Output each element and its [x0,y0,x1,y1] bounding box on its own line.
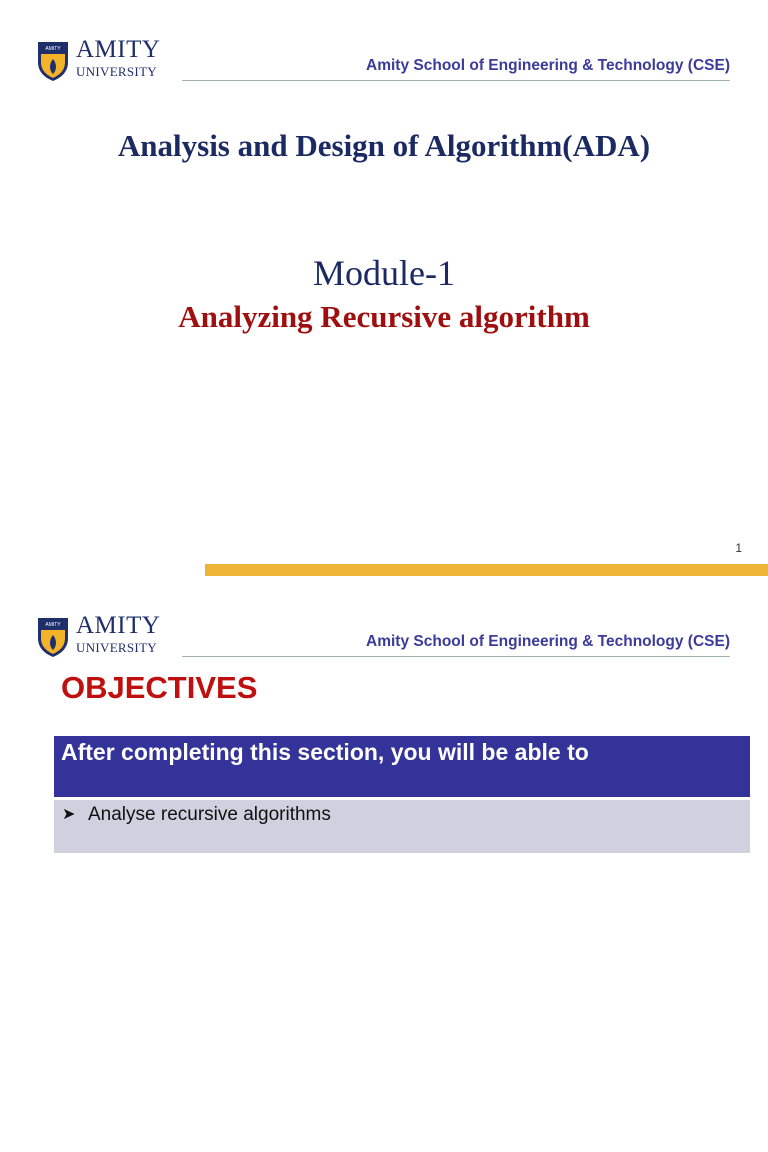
objective-text: Analyse recursive algorithms [88,804,331,825]
logo-wordmark: AMITY [76,36,161,63]
svg-text:AMITY: AMITY [45,622,61,628]
objectives-heading: OBJECTIVES [61,670,258,705]
objective-item [54,800,750,853]
page-number: 1 [735,541,742,555]
school-name: Amity School of Engineering & Technology (CSE) [366,57,730,74]
module-label: Module-1 [313,253,455,293]
logo-wordmark: AMITY [76,612,161,639]
amity-logo [36,36,176,82]
logo-subtitle: UNIVERSITY [76,640,157,655]
amity-logo [36,612,176,658]
header-divider [182,80,730,81]
school-name: Amity School of Engineering & Technology (CSE) [366,633,730,650]
topic-title: Analyzing Recursive algorithm [178,299,590,334]
shield-crest-icon [36,40,70,82]
objectives-table-header: After completing this section, you will be able to [54,736,750,797]
course-title: Analysis and Design of Algorithm(ADA) [117,128,651,163]
logo-subtitle: UNIVERSITY [76,64,157,79]
objectives-slide [0,576,768,1152]
arrowhead-bullet-icon: ➤ [62,806,76,823]
accent-bar [205,564,768,576]
header-divider [182,656,730,657]
svg-text:AMITY: AMITY [45,46,61,52]
shield-crest-icon [36,616,70,658]
